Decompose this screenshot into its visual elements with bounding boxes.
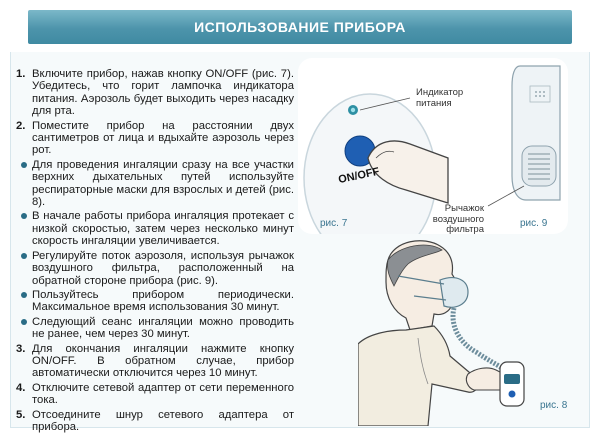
numbered-step [16,68,294,118]
step-text: Для окончания ингаляции нажмите кнопку ON/OFF. В обратном случае, прибор автоматически отключится через 10 минут. [32,342,294,380]
figure-8-panel [358,234,590,426]
instructions-list [16,68,294,435]
hose-drawing [453,308,502,368]
step-number: 3. [16,342,26,355]
step-number: 5. [16,408,26,421]
bullet-dot-icon [16,210,32,219]
step-text: В начале работы прибора ингаляция протекает с низкой скоростью, затем через несколько минут скорость ингаляции увеличивается. [32,210,294,248]
step-text: Отсоедините шнур сетевого адаптера от прибора. [32,408,294,433]
bullet-step [16,316,294,341]
figure-9-caption: рис. 9 [520,218,548,229]
step-text: Отключите сетевой адаптер от сети переменного тока. [32,381,294,407]
figure-8-drawing [358,234,590,426]
step-text: Для проведения ингаляции сразу на все участки верхних дыхательных путей используйте респираторные маски для взрослых и детей (рис. 8). [32,158,294,209]
bullet-dot-icon [16,289,32,298]
figures-top-panel [298,58,568,234]
step-text: Пользуйтесь прибором периодически. Максимальное время использования 30 минут. [32,288,294,314]
bullet-step [16,250,294,287]
numbered-step [16,120,294,157]
step-text: Регулируйте поток аэрозоля, используя рычажок воздушного фильтра, расположенный на обратной стороне прибора (рис. 9). [32,249,294,287]
bullet-step [16,159,294,209]
step-number: 4. [16,381,26,394]
figure-8-caption: рис. 8 [540,400,568,411]
numbered-step [16,382,294,407]
step-number: 2. [16,119,26,132]
inhaler-mask-icon [440,278,468,308]
bullet-step [16,210,294,247]
air-filter-lever-icon [522,146,556,186]
bullet-step [16,289,294,314]
on-off-label: ON/OFF [337,165,381,187]
step-number: 1. [16,68,26,80]
step-text: Следующий сеанс ингаляции можно проводить не ранее, чем через 30 минут. [32,315,294,341]
bullet-dot-icon [16,316,32,325]
bullet-dot-icon [16,159,32,168]
illustrations [298,58,590,426]
numbered-step [16,409,294,434]
header-banner [28,10,572,44]
indicator-label: Индикатор питания [416,87,464,109]
step-text: Включите прибор, нажав кнопку ON/OFF (рис. 7). Убедитесь, что горит лампочка индикатора питания. Аэрозоль будет выходить через насадку для рта. [32,68,294,118]
header [0,0,600,52]
step-text: Поместите прибор на расстоянии двух сантиметров от лица и вдыхайте аэрозоль через рот. [32,119,294,157]
lever-label: Рычажок воздушного фильтра [432,203,484,235]
page-title: ИСПОЛЬЗОВАНИЕ ПРИБОРА [194,19,406,35]
numbered-step [16,343,294,380]
figure-7-caption: рис. 7 [320,218,348,229]
bullet-dot-icon [16,250,32,259]
